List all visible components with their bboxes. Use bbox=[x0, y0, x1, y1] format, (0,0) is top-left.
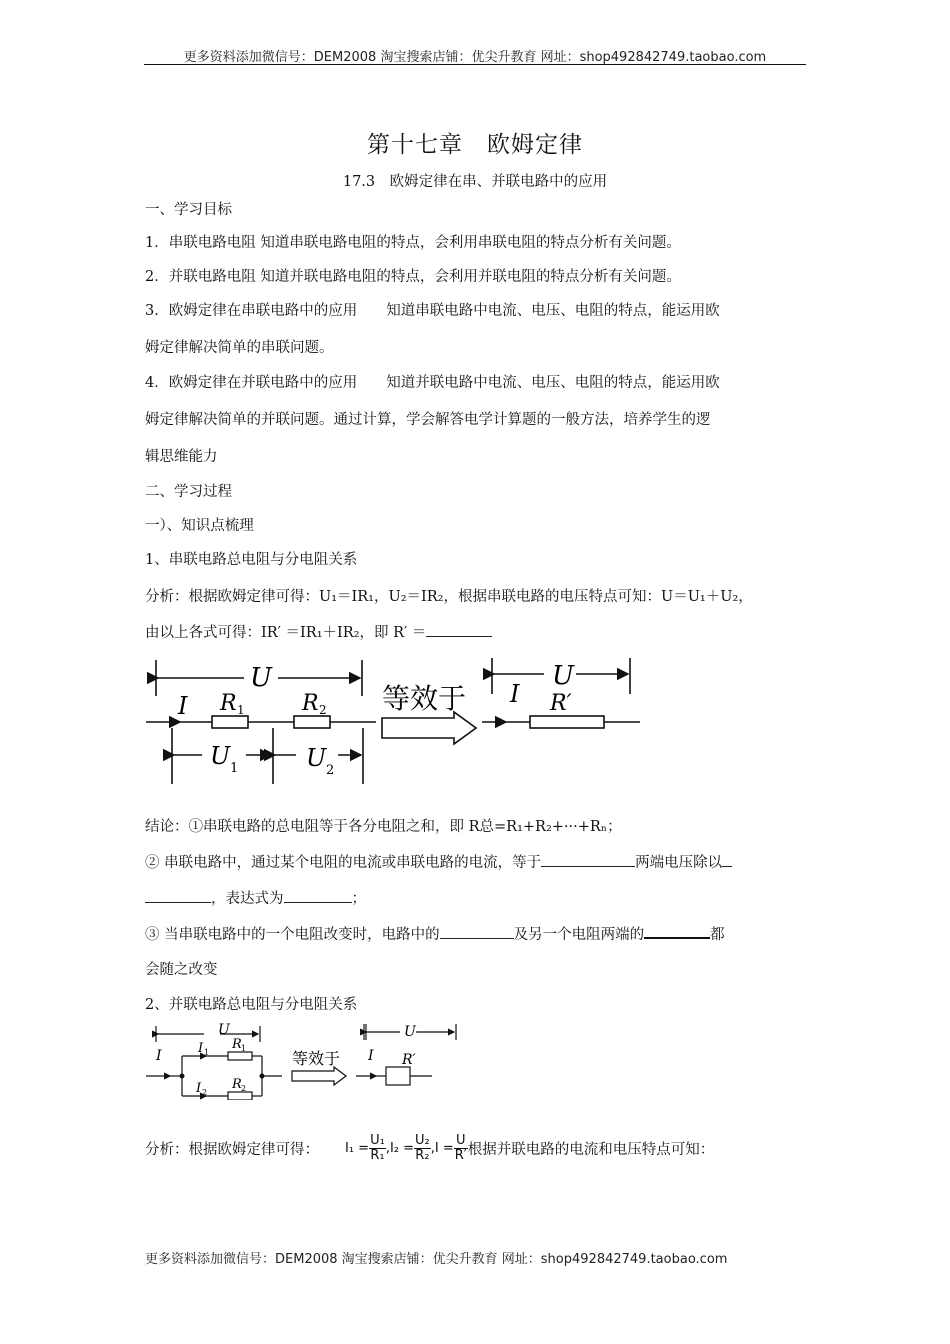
p-label-u-eq: U bbox=[404, 1024, 416, 1040]
label-u-eq: U bbox=[552, 661, 574, 691]
label-equiv: 等效于 bbox=[382, 682, 467, 715]
conclusion-1: 结论：①串联电路的总电阻等于各分电阻之和，即 R总=R₁+R₂+···+Rₙ； bbox=[145, 819, 622, 835]
formula-i2-label: I₂ = bbox=[389, 1141, 415, 1156]
header-rule bbox=[144, 64, 806, 65]
goal-2: 2．并联电路电阻 知道并联电路电阻的特点，会利用并联电阻的特点分析有关问题。 bbox=[145, 269, 681, 285]
conclusion-2-text-c: ，表达式为 bbox=[211, 891, 284, 907]
formula-i2-fraction bbox=[414, 1134, 431, 1163]
label-u1: U bbox=[210, 742, 231, 770]
p-label-i1: I bbox=[198, 1041, 204, 1056]
series-analysis: 分析：根据欧姆定律可得：U₁＝IR₁，U₂＝IR₂，根据串联电路的电压特点可知：U＝U₁＋U₂， bbox=[145, 589, 753, 605]
answer-blank-req[interactable] bbox=[426, 621, 492, 637]
p-label-i2-sub: 2 bbox=[202, 1088, 208, 1097]
formula-i1-den: R₁ bbox=[370, 1148, 385, 1163]
label-r2: R bbox=[302, 691, 319, 716]
chapter-title: 第十七章 欧姆定律 bbox=[367, 132, 583, 158]
parallel-equivalent-figure bbox=[350, 1020, 470, 1090]
goal-3-line-1: 3．欧姆定律在串联电路中的应用 知道串联电路中电流、电压、电阻的特点，能运用欧 bbox=[145, 303, 720, 319]
answer-blank-3[interactable] bbox=[284, 887, 352, 903]
page-header: 更多资料添加微信号：DEM2008 淘宝搜索店铺：优尖升教育 网址：shop492842749.taobao.com bbox=[183, 50, 767, 65]
p-label-r-eq: R′ bbox=[402, 1052, 416, 1068]
series-derivation bbox=[145, 621, 492, 642]
series-circuit-figure bbox=[144, 652, 644, 792]
knowledge-heading: 一）、知识点梳理 bbox=[145, 518, 254, 534]
p-label-u: U bbox=[218, 1022, 230, 1038]
series-derivation-text: 由以上各式可得：IR′ ＝IR₁＋IR₂，即 R′ ＝ bbox=[145, 625, 427, 641]
answer-blank-1[interactable] bbox=[541, 851, 635, 867]
formula-i-label: I = bbox=[434, 1141, 454, 1156]
formula-i-num: U bbox=[454, 1134, 468, 1149]
conclusion-2-text-d: ； bbox=[351, 891, 366, 907]
p-label-r2: R bbox=[232, 1077, 242, 1092]
p-label-r1: R bbox=[232, 1037, 242, 1052]
label-r1-sub: 1 bbox=[237, 703, 245, 717]
parallel-heading: 2、并联电路总电阻与分电阻关系 bbox=[145, 997, 358, 1013]
answer-blank-2-end[interactable] bbox=[145, 887, 211, 903]
ohm-formulas bbox=[345, 1134, 468, 1163]
goal-4-line-1: 4．欧姆定律在并联电路中的应用 知道并联电路中电流、电压、电阻的特点，能运用欧 bbox=[145, 375, 720, 391]
label-u2-sub: 2 bbox=[326, 763, 335, 778]
parallel-analysis bbox=[145, 1134, 714, 1163]
page-footer: 更多资料添加微信号：DEM2008 淘宝搜索店铺：优尖升教育 网址：shop492842749.taobao.com bbox=[145, 1252, 728, 1267]
p-label-i-eq: I bbox=[368, 1048, 374, 1064]
series-heading: 1、串联电路总电阻与分电阻关系 bbox=[145, 552, 358, 568]
p-label-i2: I bbox=[196, 1081, 202, 1096]
goals-heading: 一、学习目标 bbox=[145, 202, 232, 218]
formula-i1-num: U₁ bbox=[370, 1133, 385, 1148]
parallel-analysis-text-a: 分析：根据欧姆定律可得： bbox=[145, 1142, 319, 1158]
parallel-analysis-text-b: 根据并联电路的电流和电压特点可知： bbox=[467, 1142, 715, 1158]
label-i: I bbox=[178, 692, 188, 720]
conclusion-2-line-2 bbox=[145, 887, 366, 908]
formula-i2-num: U₂ bbox=[415, 1133, 430, 1148]
process-heading: 二、学习过程 bbox=[145, 484, 232, 500]
answer-blank-5[interactable] bbox=[644, 922, 710, 939]
formula-sep-1: , bbox=[385, 1141, 390, 1156]
conclusion-2-text-b: 两端电压除以 bbox=[635, 855, 723, 871]
label-u1-sub: 1 bbox=[230, 761, 239, 776]
label-r1: R bbox=[220, 691, 237, 716]
p-label-r2-sub: 2 bbox=[241, 1084, 247, 1093]
label-u: U bbox=[250, 663, 272, 693]
p-label-r1-sub: 1 bbox=[241, 1044, 247, 1053]
goal-4-line-3: 辑思维能力 bbox=[145, 449, 218, 465]
goal-4-line-2: 姆定律解决简单的并联问题。通过计算，学会解答电学计算题的一般方法，培养学生的逻 bbox=[145, 412, 711, 428]
answer-blank-4[interactable] bbox=[440, 923, 514, 939]
formula-sep-2: , bbox=[430, 1141, 435, 1156]
section-title: 17.3 欧姆定律在串、并联电路中的应用 bbox=[342, 174, 608, 190]
goal-3-line-2: 姆定律解决简单的串联问题。 bbox=[145, 340, 334, 356]
conclusion-3-line-2: 会随之改变 bbox=[145, 962, 218, 978]
conclusion-2-line-1 bbox=[145, 851, 732, 872]
p-label-i1-sub: 1 bbox=[204, 1048, 210, 1057]
formula-i1-label: I₁ = bbox=[345, 1141, 370, 1156]
conclusion-3-line-1 bbox=[145, 922, 725, 944]
conclusion-3-text-c: 都 bbox=[710, 927, 725, 943]
label-r-eq: R′ bbox=[550, 691, 572, 716]
conclusion-2-text-a: ② 串联电路中，通过某个电阻的电流或串联电路的电流，等于 bbox=[145, 855, 542, 871]
p-label-i: I bbox=[156, 1048, 162, 1064]
conclusion-3-text-b: 及另一个电阻两端的 bbox=[513, 927, 645, 943]
formula-i2-den: R₂ bbox=[415, 1148, 430, 1163]
label-u2: U bbox=[306, 744, 327, 772]
formula-i-fraction bbox=[454, 1134, 468, 1163]
conclusion-3-text-a: ③ 当串联电路中的一个电阻改变时，电路中的 bbox=[145, 927, 440, 943]
formula-i1-fraction bbox=[369, 1134, 386, 1163]
answer-blank-2-start[interactable] bbox=[722, 851, 732, 867]
goal-1: 1．串联电路电阻 知道串联电路电阻的特点，会利用串联电阻的特点分析有关问题。 bbox=[145, 235, 681, 251]
label-r2-sub: 2 bbox=[319, 703, 327, 717]
formula-i-den: R′ bbox=[454, 1148, 467, 1163]
label-i-eq: I bbox=[510, 680, 520, 708]
p-label-equiv: 等效于 bbox=[292, 1049, 341, 1068]
